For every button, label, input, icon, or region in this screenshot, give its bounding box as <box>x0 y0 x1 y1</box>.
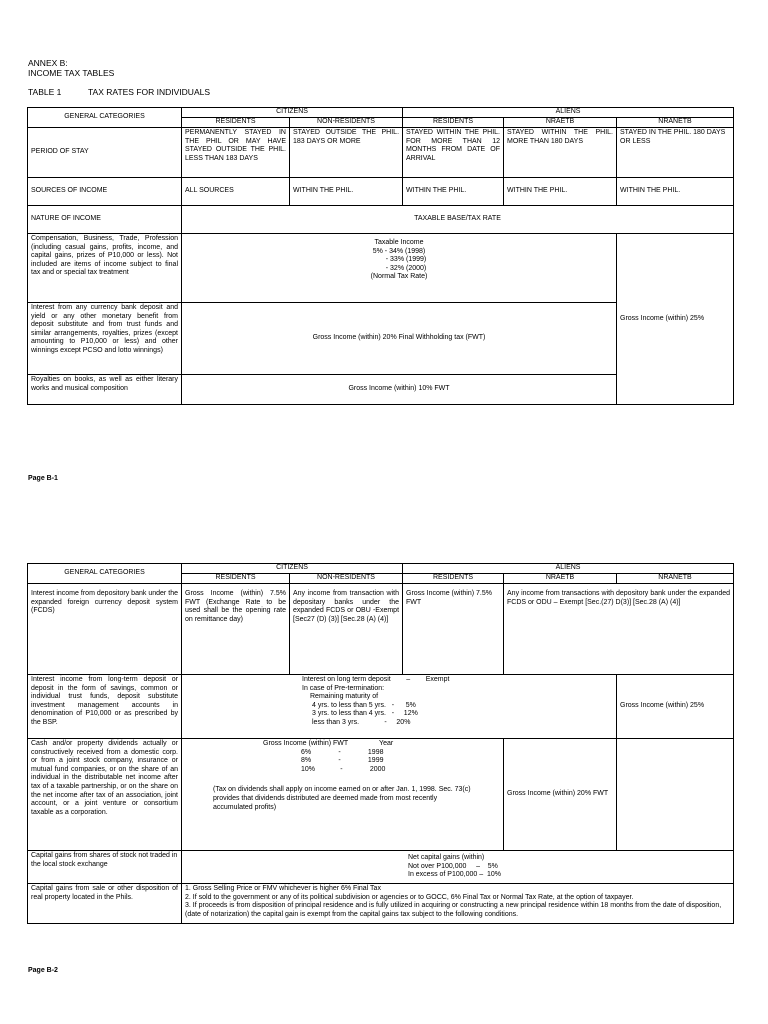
cell-sources-alien-residents: WITHIN THE PHIL. <box>403 178 504 206</box>
row-label-capital-stock: Capital gains from shares of stock not traded in the local stock exchange <box>28 851 182 884</box>
compensation-line: Taxable Income <box>374 239 424 246</box>
compensation-line: - 33% (1999) <box>385 256 427 264</box>
capital-real-item: 2. If sold to the government or any of its political subdivision or agencies or to GOCC, 6% Final Tax or Normal Tax Rate, at the option of taxpayer. <box>185 893 634 901</box>
compensation-line: 5% - 34% (1998) <box>372 247 426 255</box>
header-residents: RESIDENTS <box>182 118 290 128</box>
header-general: GENERAL CATEGORIES <box>28 108 182 128</box>
header-general: GENERAL CATEGORIES <box>28 564 182 584</box>
cell-nranetb-gross: Gross Income (within) 25% <box>617 234 734 405</box>
header-nranetb: NRANETB <box>617 118 734 128</box>
cell-sources-nranetb: WITHIN THE PHIL. <box>617 178 734 206</box>
table-row <box>28 178 734 206</box>
header-residents: RESIDENTS <box>182 574 290 584</box>
dividends-note: (Tax on dividends shall apply on income earned on or after Jan. 1, 1998. Sec. 73(c) provides that dividends distributed are deemed made from most recently accumulated profits) <box>213 786 471 811</box>
row-label-period: PERIOD OF STAY <box>28 128 182 178</box>
capital-real-item: 1. Gross Selling Price or FMV whichever is higher 6% Final Tax <box>185 885 381 892</box>
cell-capital-real-items <box>182 884 734 924</box>
longterm-line: less than 3 yrs. - 20% <box>312 718 411 726</box>
header-aliens: ALIENS <box>403 108 734 118</box>
cell-fcds-non-residents: Any income from transaction with depositary banks under the expanded FCDS or OBU -Exempt [Sec27 (D) (3)] [Sec.28 (A) (4)] <box>290 584 403 675</box>
cell-dividends-nraetb: Gross Income (within) 20% FWT <box>504 739 617 851</box>
page-number: Page B-2 <box>28 967 58 974</box>
cell-period-alien-residents: STAYED WITHIN THE PHIL. FOR MORE THAN 12 MONTHS FROM DATE OF ARRIVAL <box>403 128 504 178</box>
dividends-line: 10% - 2000 <box>301 765 386 773</box>
page-number: Page B-1 <box>28 475 58 482</box>
annex-label: ANNEX B: <box>28 58 68 68</box>
dividends-line: Gross Income (within) FWT Year <box>263 740 394 747</box>
header-citizens: CITIZENS <box>182 108 403 118</box>
header-aliens: ALIENS <box>403 564 734 574</box>
cell-dividends-nranetb <box>617 739 734 851</box>
cell-fcds-alien-residents: Gross Income (within) 7.5% FWT <box>403 584 504 675</box>
capital-real-item: 3. If proceeds is from disposition of principal residence and is fully utilized in acquiring or constructing a new principal residence within 18 months from the date of disposition, (date of notarization) the capital gain is exempt from the capital gains tax subject to the following conditions. <box>185 902 722 918</box>
capital-stock-line: Net capital gains (within) <box>408 854 485 862</box>
header-citizens: CITIZENS <box>182 564 403 574</box>
cell-sources-non-residents: WITHIN THE PHIL. <box>290 178 403 206</box>
row-label-royalties: Royalties on books, as well as either literary works and musical composition <box>28 375 182 405</box>
header-non-residents: NON-RESIDENTS <box>290 574 403 584</box>
table-title: TAX RATES FOR INDIVIDUALS <box>88 87 211 97</box>
row-label-longterm: Interest income from long-term deposit or deposit in the form of savings, common or individual trust funds, deposit substitute investment management accounts in denomination of P10,000 or as prescribed by the BSP. <box>28 675 182 739</box>
cell-nature-value: TAXABLE BASE/TAX RATE <box>182 206 734 234</box>
header-nranetb: NRANETB <box>617 574 734 584</box>
row-label-sources: SOURCES OF INCOME <box>28 178 182 206</box>
table-row <box>28 206 734 234</box>
row-label-compensation: Compensation, Business, Trade, Profession (including casual gains, profits, income, and capital gains, prizes of P10,000 or less). Not included are items of income subject to final tax and or special tax treatment <box>28 234 182 303</box>
cell-fcds-aliens-nr: Any income from transactions with depository bank under the expanded FCDS or ODU – Exempt [Sec.(27) D(3)] [Sec.28 (A) (4)] <box>504 584 734 675</box>
longterm-line: In case of Pre-termination: <box>302 684 385 692</box>
cell-compensation-rates <box>182 234 617 303</box>
longterm-line: 3 yrs. to less than 4 yrs. - 12% <box>312 710 418 718</box>
compensation-line: (Normal Tax Rate) <box>370 273 428 281</box>
longterm-line: 4 yrs. to less than 5 yrs. - 5% <box>312 701 416 709</box>
table-row <box>28 234 734 303</box>
cell-fcds-residents: Gross Income (within) 7.5% FWT (Exchange Rate to be used shall be the opening rate on remittance day) <box>182 584 290 675</box>
cell-sources-residents: ALL SOURCES <box>182 178 290 206</box>
longterm-line: Interest on long term deposit – Exempt <box>302 676 450 683</box>
dividends-line: 6% - 1998 <box>301 748 384 756</box>
cell-longterm-nranetb: Gross Income (within) 25% <box>617 675 734 739</box>
tax-table-page2 <box>27 563 734 924</box>
table-row <box>28 884 734 924</box>
row-label-fcds: Interest income from depository bank under the expanded foreign currency deposit system (FCDS) <box>28 584 182 675</box>
header-nraetb: NRAETB <box>504 574 617 584</box>
compensation-line: - 32% (2000) <box>385 264 427 272</box>
table-label: TABLE 1 <box>28 87 62 97</box>
row-label-capital-real: Capital gains from sale or other disposition of real property located in the Phils. <box>28 884 182 924</box>
table-row <box>28 128 734 178</box>
cell-period-non-residents: STAYED OUTSIDE THE PHIL. 183 DAYS OR MORE <box>290 128 403 178</box>
cell-interest-value: Gross Income (within) 20% Final Withholding tax (FWT) <box>182 303 617 375</box>
cell-period-nraetb: STAYED WITHIN THE PHIL. MORE THAN 180 DAYS <box>504 128 617 178</box>
row-label-dividends: Cash and/or property dividends actually or constructively received from a domestic corp. or from a joint stock company, insurance or mutual fund companies, or on the share of an individual in the distributable net income after tax of a taxable partnership, or on the share on the net income after tax of an association, joint account, or a joint venture or consortium taxable as a corporation. <box>28 739 182 851</box>
header-non-residents: NON-RESIDENTS <box>290 118 403 128</box>
cell-capital-stock-rates <box>182 851 734 884</box>
header-alien-residents: RESIDENTS <box>403 574 504 584</box>
cell-period-residents: PERMANENTLY STAYED IN THE PHIL OR MAY HAVE STAYED OUTSIDE THE PHIL. LESS THAN 183 DAYS <box>182 128 290 178</box>
table-row <box>28 584 734 675</box>
cell-period-nranetb: STAYED IN THE PHIL. 180 DAYS OR LESS <box>617 128 734 178</box>
row-label-interest: Interest from any currency bank deposit and yield or any other monetary benefit from deposit substitute and from trust funds and similar arrangements, royalties, prizes (except amounting to P10,000 or less) and other winnings except PCSO and lotto winnings) <box>28 303 182 375</box>
document-title: INCOME TAX TABLES <box>28 68 115 78</box>
cell-royalties-value: Gross Income (within) 10% FWT <box>182 375 617 405</box>
header-alien-residents: RESIDENTS <box>403 118 504 128</box>
table-row <box>28 675 734 739</box>
cell-longterm-rates <box>182 675 617 739</box>
cell-dividends-rates <box>182 739 504 851</box>
table-row <box>28 739 734 851</box>
capital-stock-line: Not over P100,000 – 5% <box>408 862 498 870</box>
dividends-line: 8% - 1999 <box>301 757 384 765</box>
capital-stock-line: In excess of P100,000 – 10% <box>408 871 502 879</box>
cell-sources-nraetb: WITHIN THE PHIL. <box>504 178 617 206</box>
longterm-line: Remaining maturity of <box>310 693 379 701</box>
table-row <box>28 851 734 884</box>
tax-table-page1 <box>27 107 734 405</box>
header-nraetb: NRAETB <box>504 118 617 128</box>
row-label-nature: NATURE OF INCOME <box>28 206 182 234</box>
